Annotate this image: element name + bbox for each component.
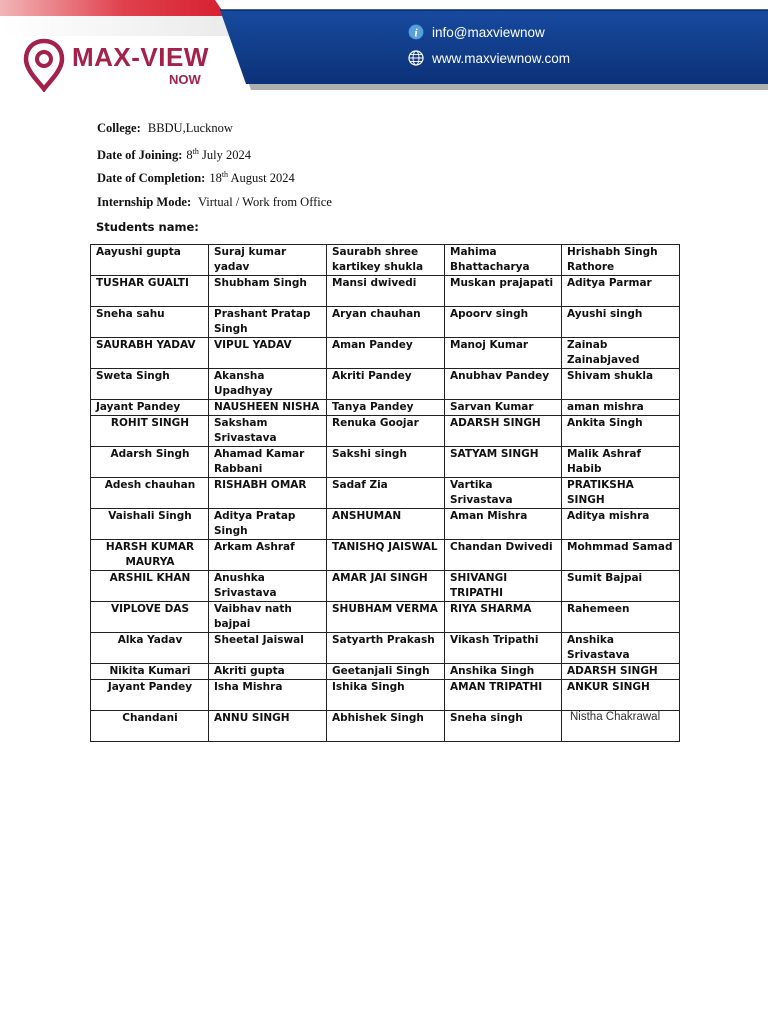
joining-line bbox=[97, 148, 251, 163]
student-name-cell: Apoorv singh bbox=[445, 307, 562, 338]
student-name-cell: RISHABH OMAR bbox=[209, 478, 327, 509]
student-name-cell: Sarvan Kumar bbox=[445, 400, 562, 416]
student-name-cell: Aditya Parmar bbox=[562, 276, 680, 307]
logo-subtext: NOW bbox=[169, 72, 201, 87]
completion-label: Date of Completion: bbox=[97, 171, 206, 185]
student-name-cell: Sweta Singh bbox=[91, 369, 209, 400]
student-name-cell: Suraj kumar yadav bbox=[209, 245, 327, 276]
student-name-cell: Akansha Upadhyay bbox=[209, 369, 327, 400]
table-row bbox=[91, 338, 680, 369]
table-row bbox=[91, 276, 680, 307]
student-name-cell: Anubhav Pandey bbox=[445, 369, 562, 400]
table-row bbox=[91, 307, 680, 338]
joining-day: 8 bbox=[186, 148, 193, 162]
student-name-cell: Arkam Ashraf bbox=[209, 540, 327, 571]
student-name-cell: Nikita Kumari bbox=[91, 664, 209, 680]
student-name-cell: Zainab Zainabjaved bbox=[562, 338, 680, 369]
student-name-cell: SAURABH YADAV bbox=[91, 338, 209, 369]
student-name-cell: SATYAM SINGH bbox=[445, 447, 562, 478]
table-row bbox=[91, 509, 680, 540]
student-name-cell: Vartika Srivastava bbox=[445, 478, 562, 509]
student-name-cell: Satyarth Prakash bbox=[327, 633, 445, 664]
table-row bbox=[91, 540, 680, 571]
globe-icon bbox=[408, 50, 424, 66]
student-name-cell: Mansi dwivedi bbox=[327, 276, 445, 307]
student-name-cell: Sumit Bajpai bbox=[562, 571, 680, 602]
student-name-cell: Renuka Goojar bbox=[327, 416, 445, 447]
website-text: www.maxviewnow.com bbox=[432, 50, 571, 66]
student-name-cell: Mahima Bhattacharya bbox=[445, 245, 562, 276]
students-table-body bbox=[91, 245, 680, 742]
table-row bbox=[91, 245, 680, 276]
student-name-cell: PRATIKSHA SINGH bbox=[562, 478, 680, 509]
student-name-cell: Adarsh Singh bbox=[91, 447, 209, 478]
student-name-cell: ADARSH SINGH bbox=[445, 416, 562, 447]
student-name-cell: Nistha Chakrawal bbox=[562, 711, 680, 742]
student-name-cell: Shivam shukla bbox=[562, 369, 680, 400]
student-name-cell: Saksham Srivastava bbox=[209, 416, 327, 447]
table-row bbox=[91, 447, 680, 478]
student-name-cell: HARSH KUMAR MAURYA bbox=[91, 540, 209, 571]
student-name-cell: Tanya Pandey bbox=[327, 400, 445, 416]
student-name-cell: Anshika Srivastava bbox=[562, 633, 680, 664]
student-name-cell: Vaibhav nath bajpai bbox=[209, 602, 327, 633]
student-name-cell: Vaishali Singh bbox=[91, 509, 209, 540]
student-name-cell: Aayushi gupta bbox=[91, 245, 209, 276]
table-row bbox=[91, 400, 680, 416]
students-heading: Students name: bbox=[96, 220, 199, 234]
joining-label: Date of Joining: bbox=[97, 148, 183, 162]
company-logo bbox=[22, 38, 222, 94]
student-name-cell: Sneha singh bbox=[445, 711, 562, 742]
student-name-cell: SHIVANGI TRIPATHI bbox=[445, 571, 562, 602]
college-label: College: bbox=[97, 121, 141, 135]
table-row bbox=[91, 416, 680, 447]
student-name-cell: Mohmmad Samad bbox=[562, 540, 680, 571]
location-pin-icon bbox=[22, 38, 66, 92]
student-name-cell: Aditya Pratap Singh bbox=[209, 509, 327, 540]
student-name-cell: Ahamad Kamar Rabbani bbox=[209, 447, 327, 478]
student-name-cell: Vikash Tripathi bbox=[445, 633, 562, 664]
student-name-cell: Saurabh shree kartikey shukla bbox=[327, 245, 445, 276]
college-line bbox=[97, 121, 233, 136]
completion-day: 18 bbox=[209, 171, 222, 185]
mode-label: Internship Mode: bbox=[97, 195, 192, 209]
student-name-cell: Manoj Kumar bbox=[445, 338, 562, 369]
student-name-cell: Aryan chauhan bbox=[327, 307, 445, 338]
mode-value: Virtual / Work from Office bbox=[198, 195, 332, 209]
contact-email bbox=[408, 24, 545, 40]
table-row bbox=[91, 369, 680, 400]
student-name-cell: ANKUR SINGH bbox=[562, 680, 680, 711]
student-name-cell: Anshika Singh bbox=[445, 664, 562, 680]
student-name-cell: Ayushi singh bbox=[562, 307, 680, 338]
student-name-cell: TANISHQ JAISWAL bbox=[327, 540, 445, 571]
students-table bbox=[90, 244, 680, 742]
student-name-cell: Ishika Singh bbox=[327, 680, 445, 711]
student-name-cell: ROHIT SINGH bbox=[91, 416, 209, 447]
student-name-cell: Muskan prajapati bbox=[445, 276, 562, 307]
student-name-cell: ANNU SINGH bbox=[209, 711, 327, 742]
completion-line bbox=[97, 171, 295, 186]
table-row bbox=[91, 711, 680, 742]
student-name-cell: Geetanjali Singh bbox=[327, 664, 445, 680]
joining-suffix: th bbox=[192, 146, 199, 156]
student-name-cell: ANSHUMAN bbox=[327, 509, 445, 540]
student-name-cell: Sneha sahu bbox=[91, 307, 209, 338]
completion-rest: August 2024 bbox=[230, 171, 295, 185]
joining-rest: July 2024 bbox=[202, 148, 251, 162]
student-name-cell: SHUBHAM VERMA bbox=[327, 602, 445, 633]
student-name-cell: Chandani bbox=[91, 711, 209, 742]
student-name-cell: Shubham Singh bbox=[209, 276, 327, 307]
table-row bbox=[91, 478, 680, 509]
student-name-cell: Hrishabh Singh Rathore bbox=[562, 245, 680, 276]
student-name-cell: ADARSH SINGH bbox=[562, 664, 680, 680]
student-name-cell: Sakshi singh bbox=[327, 447, 445, 478]
completion-suffix: th bbox=[221, 169, 229, 179]
student-name-cell: ARSHIL KHAN bbox=[91, 571, 209, 602]
student-name-cell: Jayant Pandey bbox=[91, 680, 209, 711]
student-name-cell: Aman Mishra bbox=[445, 509, 562, 540]
table-row bbox=[91, 680, 680, 711]
info-icon bbox=[408, 24, 424, 40]
logo-wordmark: MAX-VIEW bbox=[72, 42, 209, 72]
student-name-cell: Abhishek Singh bbox=[327, 711, 445, 742]
student-name-cell: AMAR JAI SINGH bbox=[327, 571, 445, 602]
student-name-cell: Isha Mishra bbox=[209, 680, 327, 711]
student-name-cell: Ankita Singh bbox=[562, 416, 680, 447]
student-name-cell: Anushka Srivastava bbox=[209, 571, 327, 602]
student-name-cell: NAUSHEEN NISHA bbox=[209, 400, 327, 416]
student-name-cell: Adesh chauhan bbox=[91, 478, 209, 509]
student-name-cell: Jayant Pandey bbox=[91, 400, 209, 416]
student-name-cell: VIPLOVE DAS bbox=[91, 602, 209, 633]
student-name-cell: Chandan Dwivedi bbox=[445, 540, 562, 571]
mode-line bbox=[97, 195, 332, 210]
student-name-cell: Sadaf Zia bbox=[327, 478, 445, 509]
student-name-cell: Akriti Pandey bbox=[327, 369, 445, 400]
student-name-cell: AMAN TRIPATHI bbox=[445, 680, 562, 711]
table-row bbox=[91, 602, 680, 633]
student-name-cell: aman mishra bbox=[562, 400, 680, 416]
email-text: info@maxviewnow bbox=[432, 24, 545, 40]
table-row bbox=[91, 633, 680, 664]
student-name-cell: RIYA SHARMA bbox=[445, 602, 562, 633]
student-name-cell: Rahemeen bbox=[562, 602, 680, 633]
student-name-cell: Aman Pandey bbox=[327, 338, 445, 369]
table-row bbox=[91, 664, 680, 680]
student-name-cell: TUSHAR GUALTI bbox=[91, 276, 209, 307]
student-name-cell: Akriti gupta bbox=[209, 664, 327, 680]
table-row bbox=[91, 571, 680, 602]
student-name-cell: Malik Ashraf Habib bbox=[562, 447, 680, 478]
college-value: BBDU,Lucknow bbox=[147, 121, 233, 135]
student-name-cell: Aditya mishra bbox=[562, 509, 680, 540]
student-name-cell: Prashant Pratap Singh bbox=[209, 307, 327, 338]
student-name-cell: Alka Yadav bbox=[91, 633, 209, 664]
letterhead bbox=[0, 0, 768, 110]
student-name-cell: VIPUL YADAV bbox=[209, 338, 327, 369]
svg-text:i: i bbox=[414, 25, 418, 40]
contact-website bbox=[408, 50, 570, 66]
student-name-cell: Sheetal Jaiswal bbox=[209, 633, 327, 664]
